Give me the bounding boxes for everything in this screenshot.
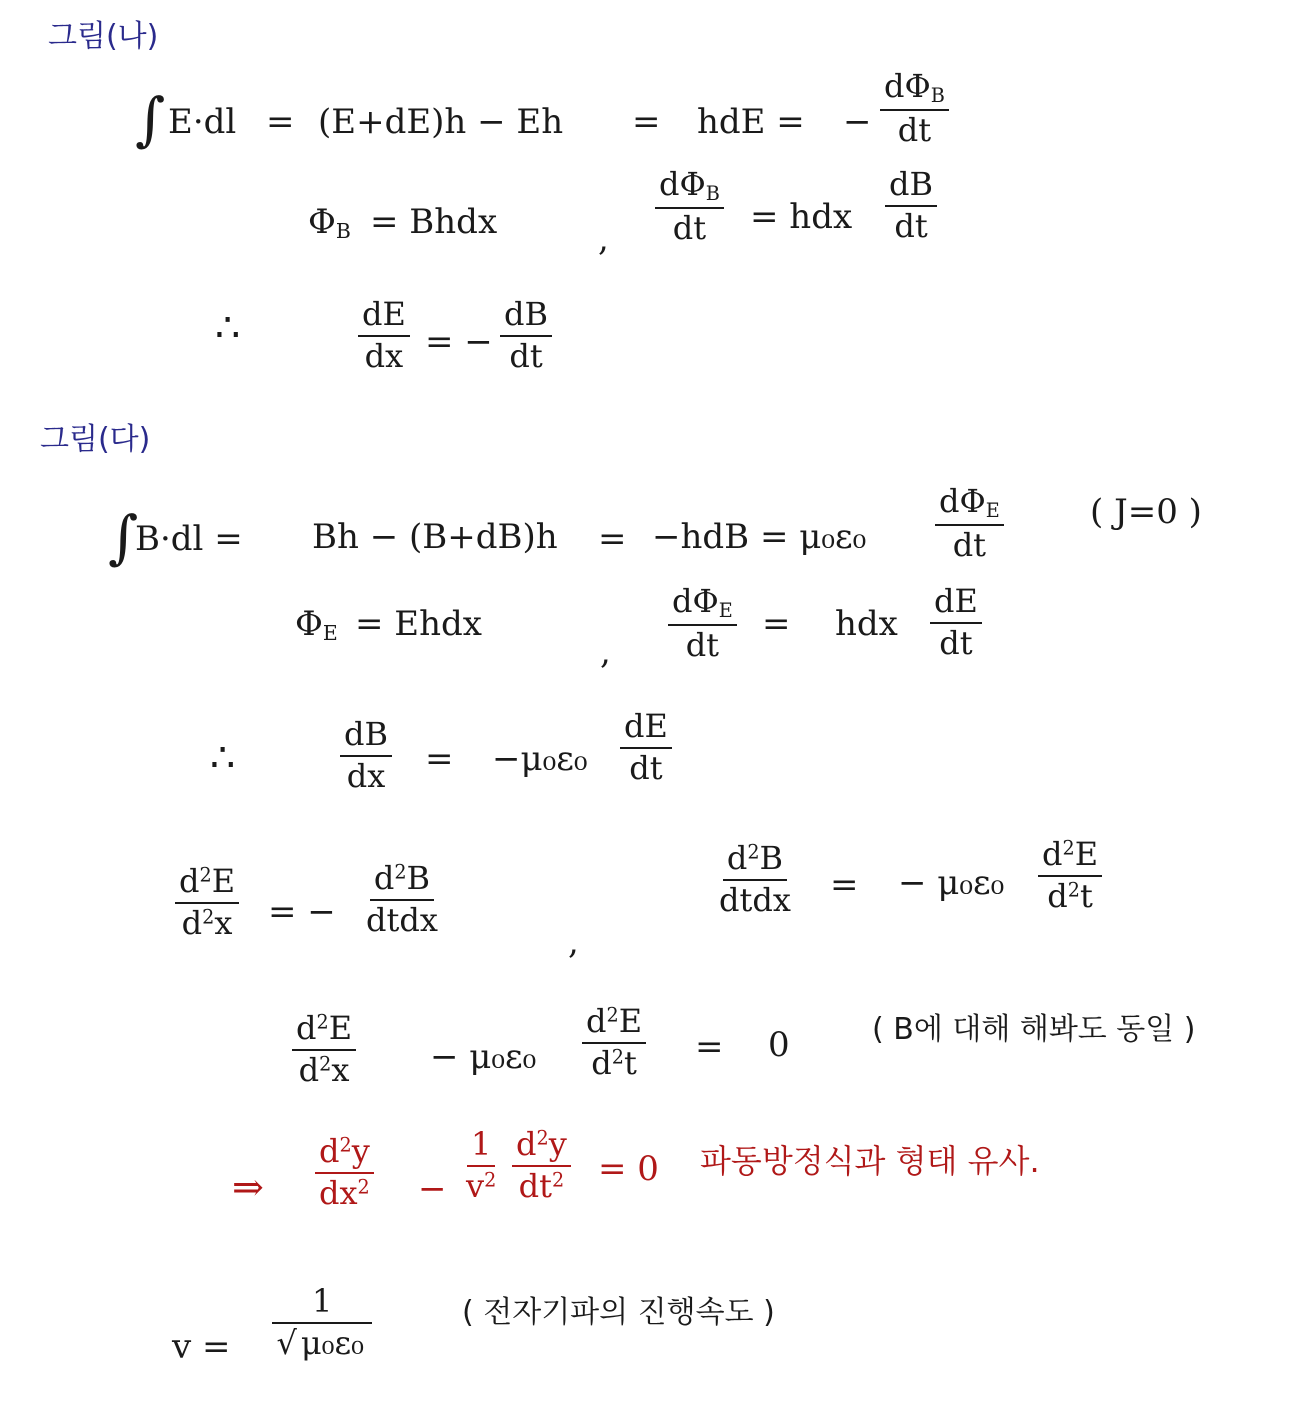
eq2-comma: , [598, 219, 609, 259]
eq3-equals-minus: = − [425, 322, 493, 362]
fraction-d2E-dt2: $\frac{d^2E}{d^2t}$ [1038, 838, 1102, 913]
c-eq2-hdx: hdx [835, 604, 898, 644]
fraction-1-v2: $\frac{1}{v^2}$ [466, 1125, 497, 1205]
c-eq1-lhs: B·dl = [135, 519, 243, 559]
c-eq2-equals: = [762, 604, 791, 644]
fraction-dphiB-dt [880, 67, 949, 149]
fraction-dE-dt: $\frac{dE}{dt}$ [930, 585, 982, 660]
c-eq4-equals-minus: = − [268, 892, 336, 932]
c-eq1-hdB: −hdB = μ₀ε₀ [652, 517, 867, 557]
red-minus: − [418, 1169, 447, 1209]
fraction-d2y-dt2: $\frac{d^2y}{dt^2}$ [512, 1128, 571, 1203]
therefore-symbol: ∴ [215, 305, 241, 351]
eq1-equals-2: = [632, 102, 661, 142]
frac-num: dΦ [884, 67, 931, 105]
fraction-dB-dx: $\frac{dB}{dx}$ [340, 718, 392, 793]
c-eq2-rhs: = Ehdx [355, 604, 482, 644]
fraction-1-sqrt-mu-eps: $\frac{1}{\text{√ μ₀ε₀}}$ [272, 1285, 372, 1360]
frac-num-sub: B [930, 83, 945, 107]
eq2-equals-hdx: = hdx [750, 197, 853, 237]
eq1-middle: (E+dE)h − Eh [318, 102, 564, 142]
c-eq5-coef: − μ₀ε₀ [430, 1037, 537, 1077]
fraction-d2y-dx2: $\frac{d^2y}{dx^2}$ [315, 1135, 374, 1210]
c-eq4-comma: , [568, 922, 579, 962]
fraction-dB-dt: $\frac{dB}{dt}$ [885, 168, 937, 243]
section-label-c: 그림(다) [40, 422, 151, 457]
v-equals: v = [172, 1327, 231, 1367]
radicand: μ₀ε₀ [297, 1322, 368, 1362]
c-eq2-lhs: $\Phi_E$ [295, 604, 338, 646]
red-equals-zero: = 0 [598, 1149, 659, 1189]
radical-sign: √ [276, 1323, 297, 1362]
c-eq1-equals: = [598, 519, 627, 559]
c-eq5-zero: 0 [768, 1025, 790, 1065]
note-em-wave-speed: ( 전자기파의 진행속도 ) [462, 1295, 775, 1330]
fraction-d2B-dtdx-2: $d^2B$ dtdx [719, 839, 791, 919]
eq1-equals: = [266, 102, 295, 142]
eq2-lhs: $\Phi_B$ [308, 202, 351, 244]
eq1-minus: − [843, 102, 872, 142]
c-eq3-equals: = [425, 739, 454, 779]
c-eq2-comma: , [600, 632, 611, 672]
c-eq4-coef: − μ₀ε₀ [898, 863, 1005, 903]
fraction-d2B-dtdx: $d^2B$ dtdx [366, 859, 438, 939]
c-eq4-equals-2: = [830, 865, 859, 905]
therefore-symbol-2: ∴ [210, 735, 236, 781]
integral-sign: ∫ [135, 85, 166, 153]
c-eq3-coef: −μ₀ε₀ [492, 739, 588, 779]
fraction-d2E-dx2-2: $\frac{d^2E}{d^2x}$ [292, 1012, 356, 1087]
c-eq1-middle: Bh − (B+dB)h [312, 517, 558, 557]
c-eq5-equals: = [695, 1027, 724, 1067]
section-label-b: 그림(나) [48, 19, 159, 54]
note-same-for-B: ( B에 대해 해봐도 동일 ) [872, 1012, 1196, 1047]
eq2-rhs: = Bhdx [370, 202, 498, 242]
eq1-hdE: hdE = [697, 102, 805, 142]
eq1-lhs: E·dl [168, 102, 237, 142]
fraction-dB-dt-2: $\frac{dB}{dt}$ [500, 298, 552, 373]
note-wave-equation-similar: 파동방정식과 형태 유사. [700, 1142, 1040, 1180]
fraction-d2E-dx2: $\frac{d^2E}{d^2x}$ [175, 865, 239, 940]
integral-sign-2: ∫ [108, 503, 139, 571]
fraction-dE-dt-2: $\frac{dE}{dt}$ [620, 710, 672, 785]
frac-den: dt [897, 110, 932, 149]
fraction-dE-dx: $\frac{dE}{dx}$ [358, 298, 410, 373]
fraction-dphiB-dt-2: $d\Phi_B$ dt [655, 168, 724, 246]
fraction-d2E-dt2-2: $\frac{d^2E}{d^2t}$ [582, 1005, 646, 1080]
condition-J-zero: ( J=0 ) [1090, 492, 1202, 532]
fraction-dphiE-dt-2: $d\Phi_E$ dt [668, 585, 737, 663]
fraction-dphiE-dt: $d\Phi_E$ dt [935, 485, 1004, 563]
implies-arrow: ⇒ [232, 1165, 264, 1209]
